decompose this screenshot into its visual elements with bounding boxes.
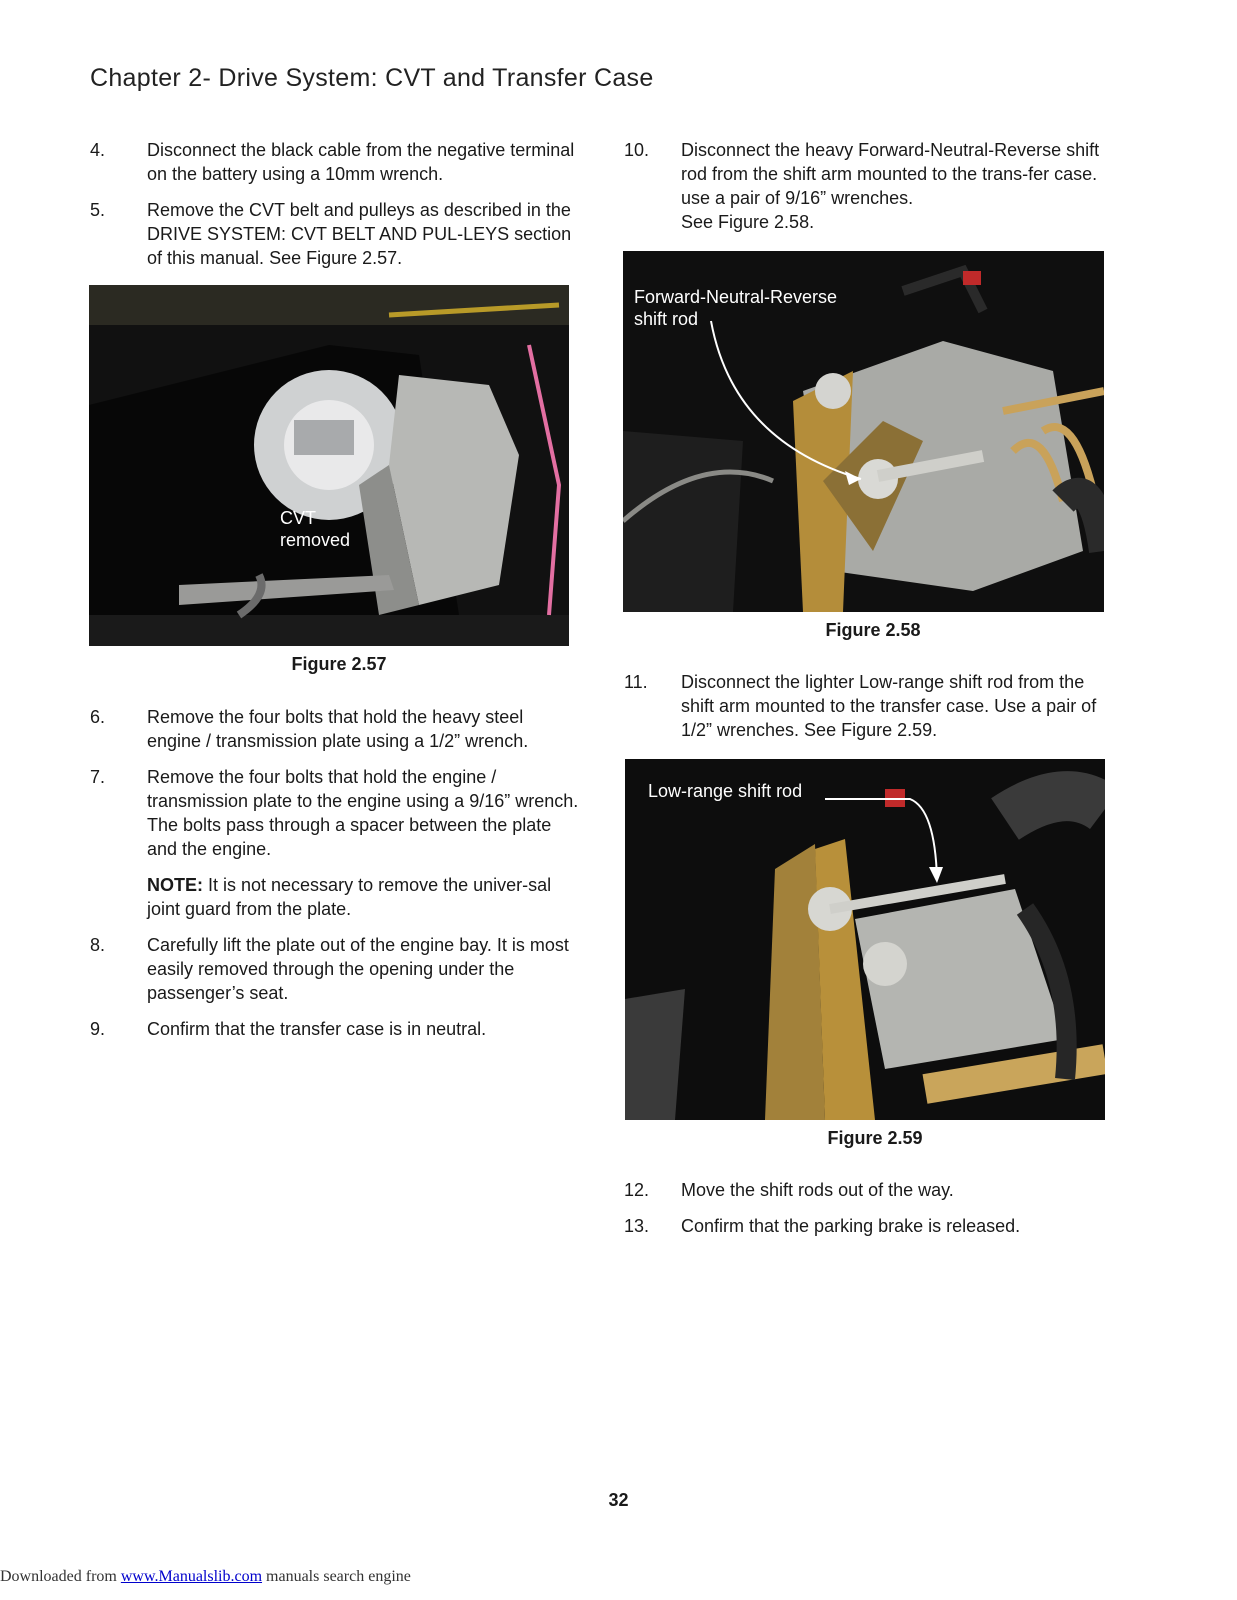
- step-text: Move the shift rods out of the way.: [681, 1180, 954, 1200]
- step-text: Remove the CVT belt and pulleys as described in the DRIVE SYSTEM: CVT BELT AND PUL-LEYS section of this manual. See Figure 2.57.: [147, 200, 572, 268]
- right-column: [624, 138, 1114, 246]
- figure-caption: Figure 2.58: [825, 620, 921, 640]
- page-number: 32: [608, 1490, 629, 1510]
- figure-2-59-photo: [625, 759, 1105, 1120]
- step-number: 11.: [624, 672, 648, 692]
- figure-caption: Figure 2.57: [291, 654, 387, 674]
- right-column-mid: [624, 670, 1114, 754]
- step-4: [90, 138, 580, 186]
- figure-2-57-photo: [89, 285, 569, 646]
- figure-label: Low-range shift rod: [648, 781, 803, 801]
- step-text: Remove the four bolts that hold the heavy steel engine / transmission plate using a 1/2” wrench.: [147, 707, 529, 751]
- figure-label: CVT removed: [280, 508, 351, 550]
- step-13: [624, 1214, 1114, 1238]
- step-12: [624, 1178, 1114, 1202]
- step-text: Disconnect the lighter Low-range shift rod from the shift arm mounted to the transfer case. Use a pair of 1/2” wrenches. See Figure 2.59.: [681, 672, 1097, 740]
- step-text: Disconnect the black cable from the negative terminal on the battery using a 10mm wrench.: [147, 140, 575, 184]
- step-6: [90, 705, 580, 753]
- chapter-title: Chapter 2- Drive System: CVT and Transfer Case: [90, 64, 654, 92]
- step-number: 10.: [624, 140, 650, 160]
- step-number: 13.: [624, 1216, 650, 1236]
- left-column-lower: [90, 705, 580, 1053]
- right-column-lower: [624, 1178, 1114, 1250]
- step-11: [624, 670, 1114, 742]
- step-text: Disconnect the heavy Forward-Neutral-Reverse shift rod from the shift arm mounted to the trans-fer case. use a pair of 9/16” wrenches. See Figure 2.58.: [681, 140, 1100, 232]
- step-8: [90, 933, 580, 1005]
- step-9: [90, 1017, 580, 1041]
- step-number: 5.: [90, 200, 106, 220]
- step-number: 9.: [90, 1019, 106, 1039]
- step-text: Carefully lift the plate out of the engine bay. It is most easily removed through the opening under the passenger’s seat.: [147, 935, 569, 1003]
- step-7: [90, 765, 580, 861]
- manualslib-link[interactable]: www.Manualslib.com: [120, 1568, 263, 1585]
- note-text: It is not necessary to remove the univer-sal joint guard from the plate.: [147, 875, 552, 919]
- figure-label: Forward-Neutral-Reverse shift rod: [634, 287, 838, 329]
- step-5: [90, 198, 580, 270]
- footer: [0, 1568, 411, 1586]
- figure-2-58-photo: [623, 251, 1104, 612]
- note: [147, 873, 580, 921]
- step-text: Confirm that the parking brake is released.: [681, 1216, 1021, 1236]
- step-number: 8.: [90, 935, 106, 955]
- step-text: Remove the four bolts that hold the engine / transmission plate to the engine using a 9/16” wrench. The bolts pass through a spacer between the plate and the engine.: [147, 767, 579, 859]
- footer-suffix: manuals search engine: [262, 1568, 411, 1585]
- step-number: 7.: [90, 767, 106, 787]
- figure-caption: Figure 2.59: [827, 1128, 923, 1148]
- step-text: Confirm that the transfer case is in neutral.: [147, 1019, 487, 1039]
- note-label: NOTE:: [147, 875, 203, 895]
- step-number: 6.: [90, 707, 106, 727]
- step-number: 4.: [90, 140, 106, 160]
- step-10: [624, 138, 1114, 234]
- footer-prefix: Downloaded from: [0, 1568, 121, 1585]
- step-number: 12.: [624, 1180, 650, 1200]
- left-column: [90, 138, 580, 282]
